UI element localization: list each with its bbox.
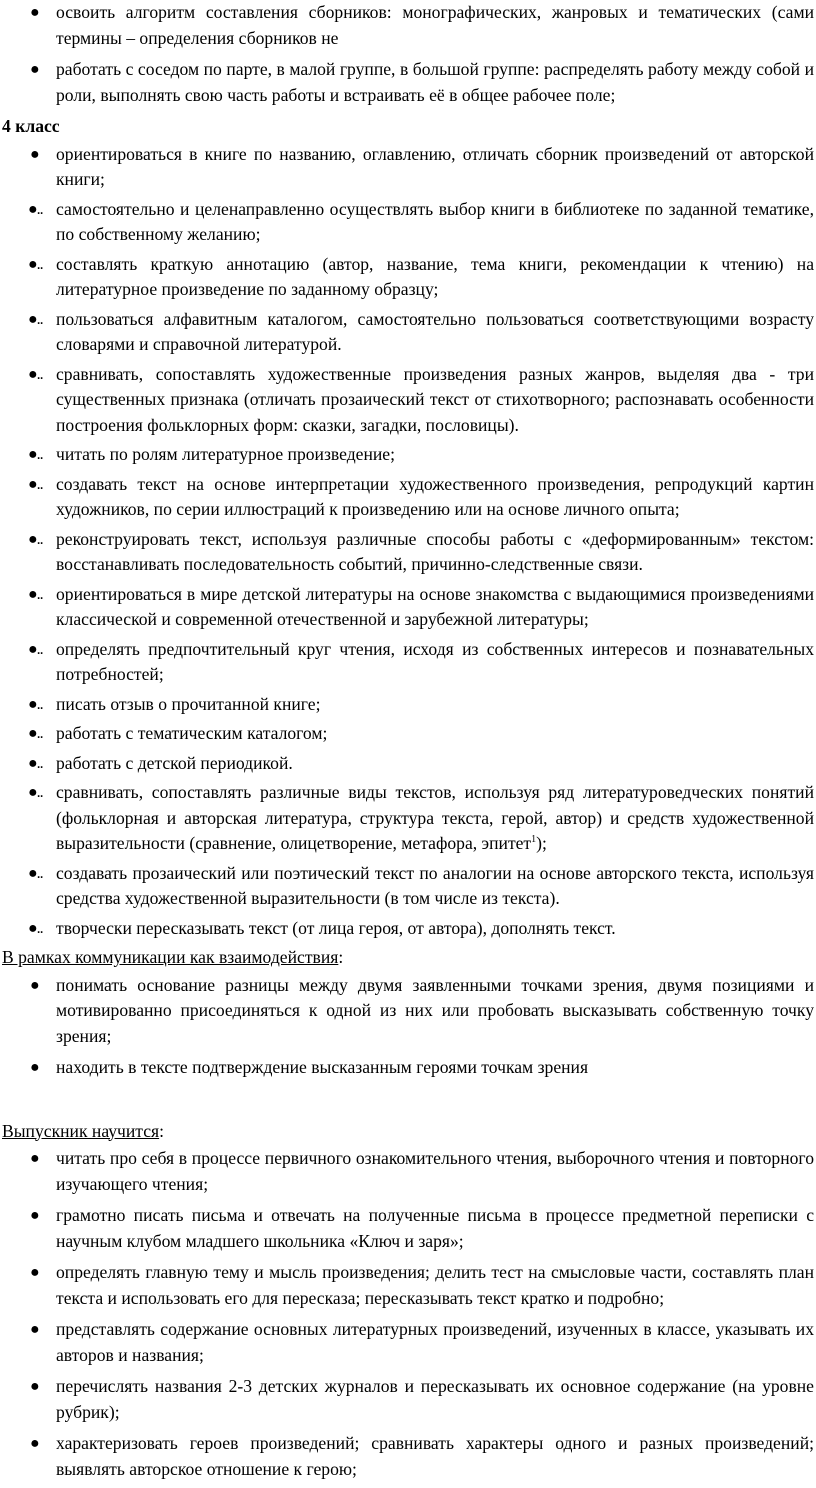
list-item: ●.. пользоваться алфавитным каталогом, самостоятельно пользоваться соответствующими возрасту словарями и справочной литературой. xyxy=(28,308,814,354)
graduate-bullet-list xyxy=(0,1146,816,1482)
bullet-icon: ●.. xyxy=(28,640,43,658)
list-item: ●.. создавать текст на основе интерпретации художественного произведения, репродукций картин художников, по серии иллюстраций к произведению или на основе личного опыта; xyxy=(28,473,814,519)
list-item: ●.. творчески пересказывать текст (от лица героя, от автора), дополнять текст. xyxy=(0,916,816,942)
list-item: ●.. сравнивать, сопоставлять художественные произведения разных жанров, выделяя два - три существенных признака (отличать прозаический текст от стихотворного; распознавать особенности построения фольклорных форм: сказки, загадки, пословицы). xyxy=(28,363,814,435)
bullet-icon: ● xyxy=(30,1207,40,1224)
bullet-icon: ● xyxy=(30,1059,40,1076)
bullet-icon: ●.. xyxy=(28,255,43,273)
list-item: ●.. сравнивать, сопоставлять различные виды текстов, используя ряд литературоведческих понятий (фольклорная и авторская литература, структура текста, герой, автор) и средств художественной выразительности (сравнение, олицетворение, метафора, эпитет$^1$); xyxy=(28,782,814,853)
bullet-icon: ●.. xyxy=(28,784,43,801)
graduate-section-title: Выпускник научится: xyxy=(2,1120,164,1141)
bullet-icon: ● xyxy=(30,1150,40,1167)
grade-heading: 4 класс xyxy=(2,116,60,136)
bullet-icon: ●.. xyxy=(28,446,43,463)
list-item: ●.. реконструировать текст, используя различные способы работы с «деформированным» текстом: восстанавливать последовательность событий, причинно-следственные связи. xyxy=(28,528,814,574)
list-item: ● перечислять названия 2-3 детских журналов и пересказывать их основное содержание (на уровне рубрик); xyxy=(30,1376,814,1422)
bullet-icon: ●.. xyxy=(28,725,43,742)
bullet-icon: ● xyxy=(30,61,40,78)
bullet-icon: ● xyxy=(30,1264,40,1281)
list-item: ●.. читать по ролям литературное произведение; xyxy=(0,442,816,468)
list-item: ● находить в тексте подтверждение высказанным героями точкам зрения xyxy=(0,1055,816,1081)
bullet-icon: ●.. xyxy=(28,200,43,218)
bullet-icon: ● xyxy=(30,1321,40,1338)
communication-bullet-list xyxy=(0,973,816,1081)
bullet-icon: ●.. xyxy=(28,365,43,383)
bullet-icon: ● xyxy=(30,1378,40,1395)
communication-section-title: В рамках коммуникации как взаимодействия: xyxy=(2,947,344,967)
bullet-icon: ●.. xyxy=(28,919,43,937)
list-item: ● работать с соседом по парте, в малой группе, в большой группе: распределять работу между собой и роли, выполнять свою часть работы и встраивать её в общее рабочее поле; xyxy=(30,59,814,105)
list-item: ● определять главную тему и мысль произведения; делить тест на смысловые части, составлять план текста и использовать его для пересказа; пересказывать текст кратко и подробно; xyxy=(30,1262,814,1308)
list-item: ● понимать основание разницы между двумя заявленными точками зрения, двумя позициями и мотивированно присоединяться к одной из них или пробовать высказывать собственную точку зрения; xyxy=(30,974,814,1046)
list-item: ● представлять содержание основных литературных произведений, изученных в классе, указывать их авторов и названия; xyxy=(30,1319,814,1365)
bullet-icon: ●.. xyxy=(28,585,43,603)
list-item: ● ориентироваться в книге по названию, оглавлению, отличать сборник произведений от авторской книги; xyxy=(30,143,814,189)
footnote-marker: 1 xyxy=(531,834,537,846)
bullet-icon: ●.. xyxy=(28,695,43,713)
bullet-icon: ●.. xyxy=(28,754,43,772)
list-item: ● освоить алгоритм составления сборников: монографических, жанровых и тематических (сами термины – определения сборников не xyxy=(30,2,814,48)
list-item: ●.. работать с тематическим каталогом; xyxy=(0,721,816,747)
bullet-icon: ● xyxy=(30,976,40,994)
list-item: ●.. писать отзыв о прочитанной книге; xyxy=(0,692,816,718)
list-item: ●.. ориентироваться в мире детской литературы на основе знакомства с выдающимися произведениями классической и современной отечественной и зарубежной литературы; xyxy=(28,583,814,629)
list-item: ●.. составлять краткую аннотацию (автор, название, тема книги, рекомендации к чтению) на литературное произведение по заданному образцу; xyxy=(28,253,814,299)
top-bullet-list xyxy=(0,0,816,108)
spacer xyxy=(0,1087,816,1117)
bullet-icon: ● xyxy=(30,145,40,163)
list-item: ● характеризовать героев произведений; сравнивать характеры одного и разных произведений; выявлять авторское отношение к герою; xyxy=(30,1433,814,1479)
list-item: ●.. работать с детской периодикой. xyxy=(0,751,816,777)
list-item: ● грамотно писать письма и отвечать на полученные письма в процессе предметной переписки с научным клубом младшего школьника «Ключ и заря»; xyxy=(30,1205,814,1251)
bullet-icon: ●.. xyxy=(28,475,43,493)
list-item: ●.. создавать прозаический или поэтический текст по аналогии на основе авторского текста, используя средства художественной выразительности (в том числе из текста). xyxy=(28,862,814,908)
bullet-icon: ●.. xyxy=(28,530,43,548)
grade-bullet-list xyxy=(0,142,816,942)
list-item: ●.. самостоятельно и целенаправленно осуществлять выбор книги в библиотеке по заданной тематике, по собственному желанию; xyxy=(28,198,814,244)
bullet-icon: ●.. xyxy=(28,864,43,882)
bullet-icon: ● xyxy=(30,4,40,21)
bullet-icon: ● xyxy=(30,1435,40,1452)
list-item: ●.. определять предпочтительный круг чтения, исходя из собственных интересов и познавательных потребностей; xyxy=(28,638,814,684)
bullet-icon: ●.. xyxy=(28,310,43,328)
list-item: ● читать про себя в процессе первичного ознакомительного чтения, выборочного чтения и повторного изучающего чтения; xyxy=(30,1148,814,1194)
